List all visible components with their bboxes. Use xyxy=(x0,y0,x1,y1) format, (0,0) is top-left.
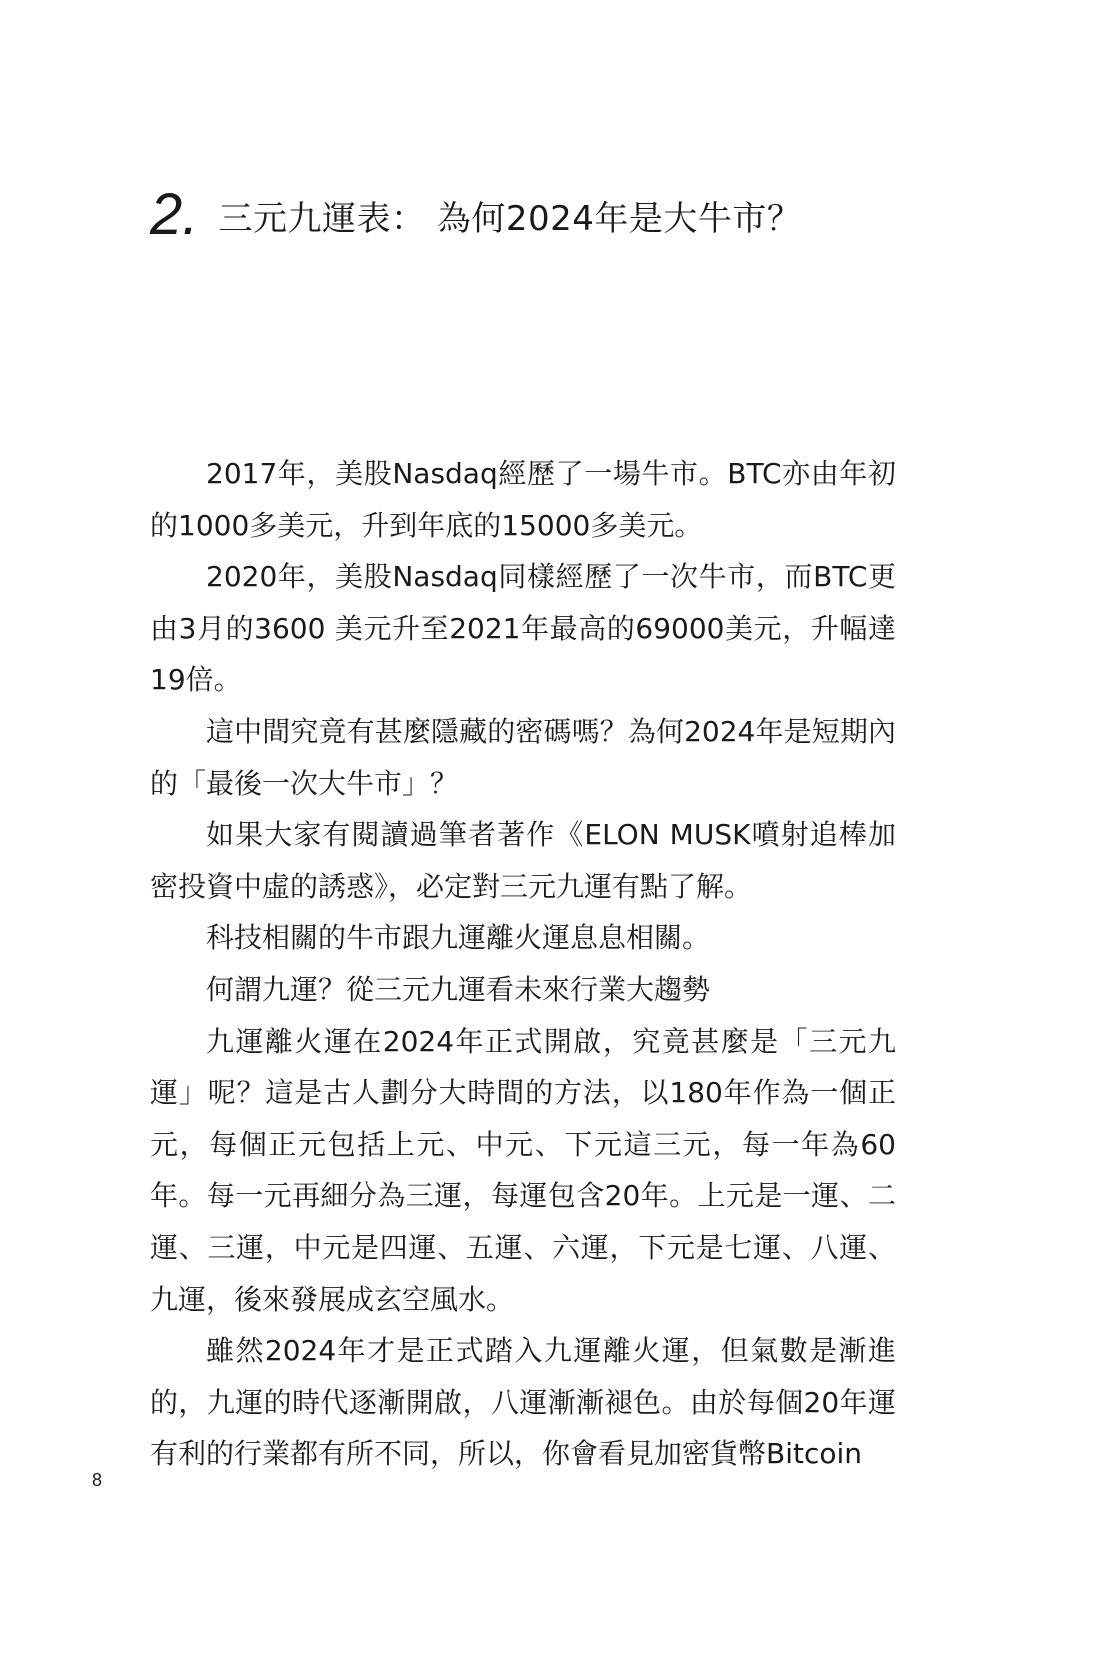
paragraph: 何謂九運？從三元九運看未來行業大趨勢 xyxy=(206,972,711,1006)
paragraph: 科技相關的牛市跟九運離火運息息相關。 xyxy=(206,921,711,955)
paragraph: 如果大家有閱讀過筆者著作《ELON MUSK噴射追棒加密投資中虛的誘惑》，必定對三元九運有點了解。 xyxy=(150,818,896,903)
paragraph: 九運離火運在2024年正式開啟，究竟甚麼是「三元九運」呢？這是古人劃分大時間的方法，以180年作為一個正元，每個正元包括上元、中元、下元這三元，每一年為60年。每一元再細分為三運，每運包含20年。上元是一運、二運、三運，中元是四運、五運、六運，下元是七運、八運、九運，後來發展成玄空風水。 xyxy=(150,1024,896,1316)
page-number: 8 xyxy=(92,1470,103,1490)
paragraph: 雖然2024年才是正式踏入九運離火運，但氣數是漸進的，九運的時代逐漸開啟，八運漸漸褪色。由於每個20年運有利的行業都有所不同，所以，你會看見加密貨幣Bitcoin xyxy=(150,1334,896,1471)
paragraph: 2017年，美股Nasdaq經歷了一場牛市。BTC亦由年初的1000多美元，升到年底的15000多美元。 xyxy=(150,457,896,542)
body-text xyxy=(150,448,896,1480)
chapter-number: 2. xyxy=(150,182,199,247)
chapter-heading xyxy=(150,182,802,247)
paragraph: 2020年，美股Nasdaq同樣經歷了一次牛市，而BTC更由3月的3600 美元升至2021年最高的69000美元，升幅達19倍。 xyxy=(150,560,896,697)
chapter-title: 三元九運表： 為何2024年是大牛市？ xyxy=(218,199,802,239)
paragraph: 這中間究竟有甚麼隱藏的密碼嗎？為何2024年是短期內的「最後一次大牛市」？ xyxy=(150,714,896,800)
